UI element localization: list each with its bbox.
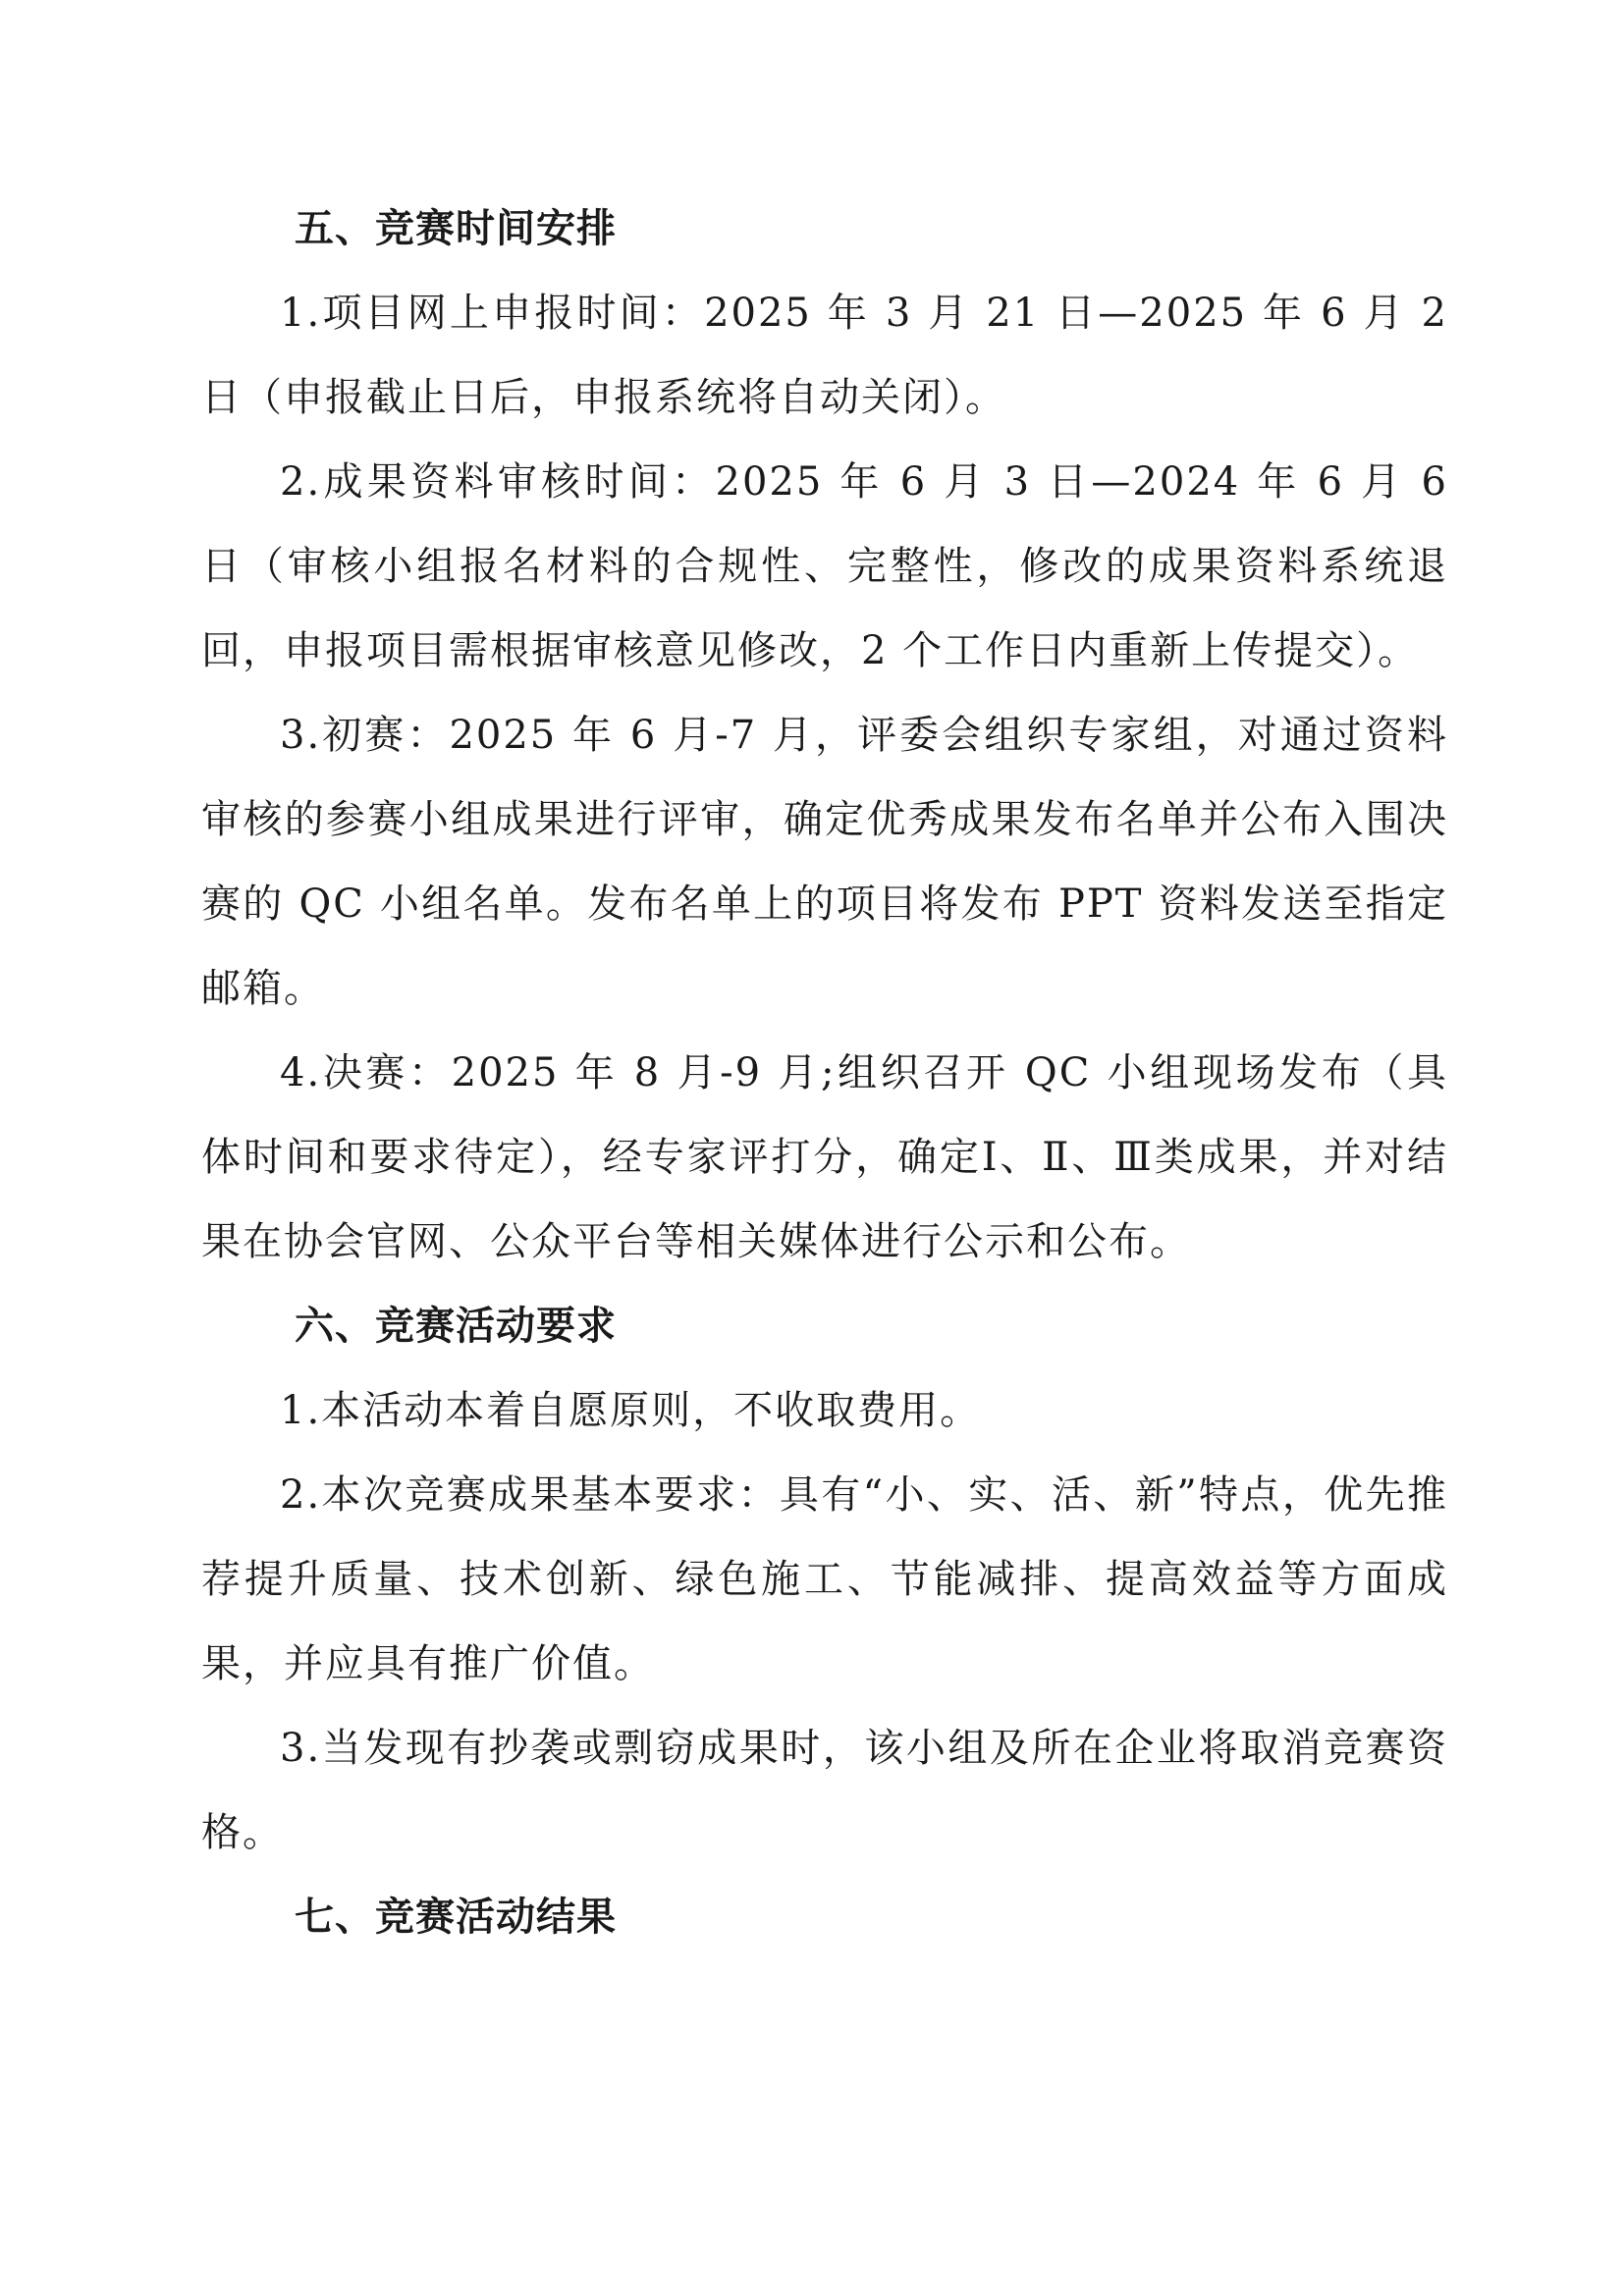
paragraph-material-review: 2.成果资料审核时间：2025 年 6 月 3 日—2024 年 6 月 6 日（审核小组报名材料的合规性、完整性，修改的成果资料系统退回，申报项目需根据审核意见修改，2 个工作日内重新上传提交）。	[201, 459, 1448, 673]
paragraph-plagiarism: 3.当发现有抄袭或剽窃成果时，该小组及所在企业将取消竞赛资格。	[201, 1726, 1448, 1855]
section-heading-requirements: 六、竞赛活动要求	[295, 1304, 617, 1349]
document-page	[201, 187, 1448, 1959]
paragraph-basic-requirements: 2.本次竞赛成果基本要求：具有“小、实、活、新”特点，优先推荐提升质量、技术创新、绿色施工、节能减排、提高效益等方面成果，并应具有推广价值。	[201, 1472, 1448, 1686]
section-heading-results: 七、竞赛活动结果	[295, 1895, 617, 1940]
paragraph-online-application: 1.项目网上申报时间：2025 年 3 月 21 日—2025 年 6 月 2 日（申报截止日后，申报系统将自动关闭）。	[201, 291, 1448, 420]
paragraph-preliminary: 3.初赛：2025 年 6 月-7 月，评委会组织专家组，对通过资料审核的参赛小组成果进行评审，确定优秀成果发布名单并公布入围决赛的 QC 小组名单。发布名单上的项目将发布 PPT 资料发送至指定邮箱。	[201, 713, 1448, 1011]
section-heading-schedule: 五、竞赛时间安排	[295, 206, 617, 251]
paragraph-final: 4.决赛：2025 年 8 月-9 月;组织召开 QC 小组现场发布（具体时间和要求待定），经专家评打分，确定Ⅰ、Ⅱ、Ⅲ类成果，并对结果在协会官网、公众平台等相关媒体进行公示和公布。	[201, 1050, 1448, 1264]
paragraph-voluntary: 1.本活动本着自愿原则，不收取费用。	[280, 1388, 982, 1433]
